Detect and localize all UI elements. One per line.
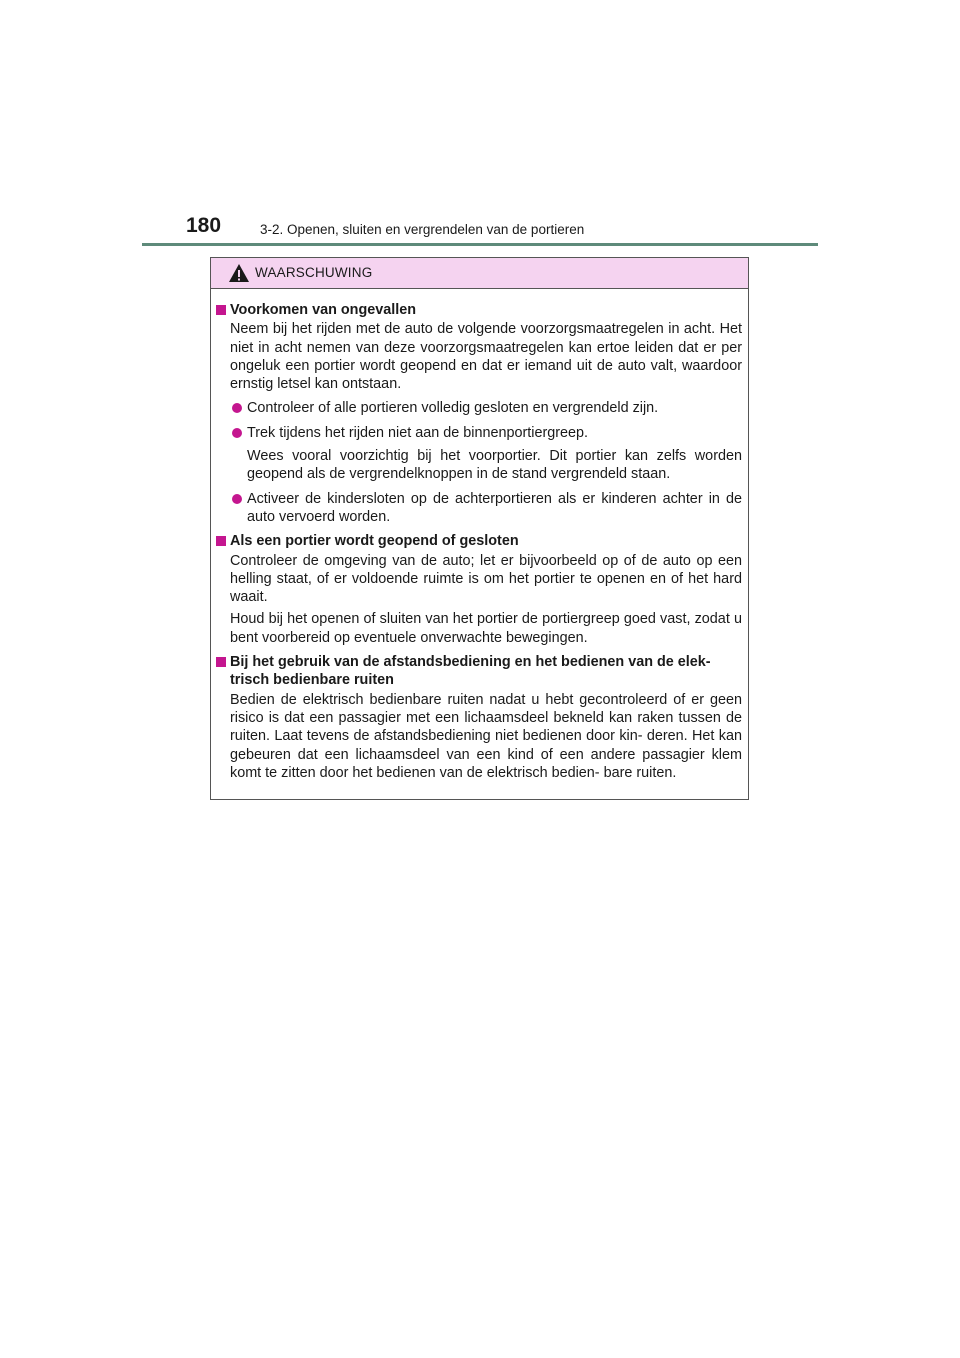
page-header <box>0 0 960 250</box>
list-item: Controleer of alle portieren volledig gesloten en vergrendeld zijn. <box>216 399 742 417</box>
section-heading: Voorkomen van ongevallen <box>216 301 742 319</box>
warning-header <box>211 258 748 289</box>
section-heading: Als een portier wordt geopend of gesloten <box>216 532 742 550</box>
bullet-dot-icon <box>232 403 242 413</box>
paragraph: Bedien de elektrisch bedienbare ruiten nadat u hebt gecontroleerd of er geen risico is dat een passagier met een lichaamsdeel bekneld kan raken tussen de ruiten. Laat tevens de afstandsbediening niet bedienen door kin- deren. Het kan gebeuren dat een lichaamsdeel van een kind of een andere passagier klem komt te zitten door het bedienen van de elektrisch bedien- bare ruiten. <box>230 691 742 781</box>
square-marker-icon <box>216 536 226 546</box>
paragraph: Houd bij het openen of sluiten van het portier de portiergreep goed vast, zodat u bent voorbereid op eventuele onverwachte bewegingen. <box>230 611 742 646</box>
section-heading: Bij het gebruik van de afstandsbediening en het bedienen van de elek- trisch bedienbare ruiten <box>216 653 742 690</box>
list-item: Trek tijdens het rijden niet aan de binnenportiergreep. <box>216 424 742 442</box>
paragraph: Controleer de omgeving van de auto; let er bijvoorbeeld op of de auto op een helling staat, of er voldoende ruimte is om het portier te openen en of het hard waait. <box>230 552 742 606</box>
paragraph: Neem bij het rijden met de auto de volgende voorzorgsmaatregelen in acht. Het niet in acht nemen van deze voorzorgsmaatregelen kan ertoe leiden dat er per ongeluk een portier wordt geopend en dat er iemand uit de auto valt, waardoor ernstig letsel kan ontstaan. <box>230 321 742 393</box>
bullet-dot-icon <box>232 494 242 504</box>
page-number: 180 <box>186 214 222 237</box>
section-title: 3-2. Openen, sluiten en vergrendelen van de portieren <box>260 222 585 237</box>
warning-body <box>211 289 748 782</box>
warning-label: WAARSCHUWING <box>255 265 373 280</box>
warning-box <box>210 257 749 800</box>
warning-triangle-icon <box>228 263 250 283</box>
square-marker-icon <box>216 657 226 667</box>
header-rule <box>142 243 818 246</box>
list-item: Activeer de kindersloten op de achterportieren als er kinderen achter in de auto vervoerd worden. <box>216 490 742 527</box>
square-marker-icon <box>216 305 226 315</box>
bullet-note: Wees vooral voorzichtig bij het voorportier. Dit portier kan zelfs worden geopend als de vergrendelknoppen in de stand vergrendeld staan. <box>247 448 742 483</box>
bullet-dot-icon <box>232 428 242 438</box>
